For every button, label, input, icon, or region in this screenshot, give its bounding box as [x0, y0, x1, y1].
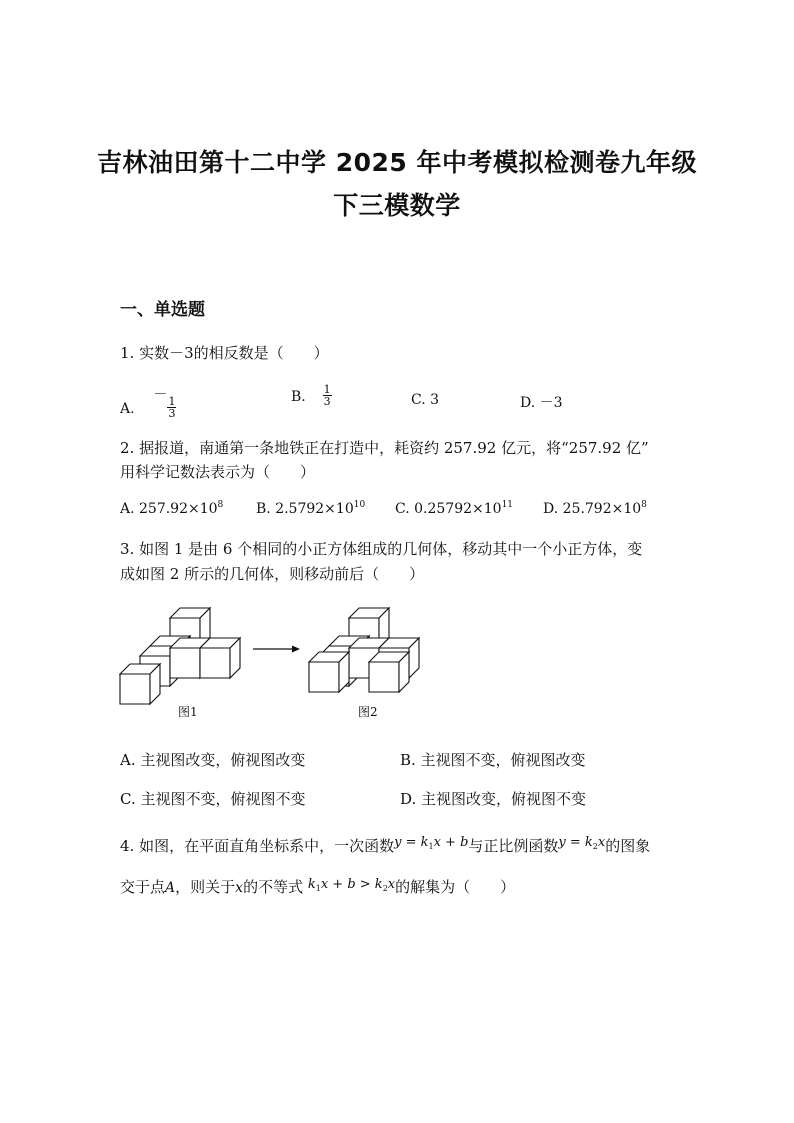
option-c-base: C. 0.25792×10: [395, 501, 502, 517]
option-b-base: B. 2.5792×10: [256, 501, 354, 517]
option-c-exponent: 11: [501, 500, 514, 510]
question-3-option-d: D. 主视图改变，俯视图不变: [400, 790, 587, 808]
question-2-option-b: [256, 500, 365, 517]
figure-1-caption: 图1: [178, 705, 198, 719]
question-4-text-inequality: 的不等式: [243, 878, 304, 896]
question-1-option-a: [120, 384, 176, 419]
option-a-base: A. 257.92×10: [120, 501, 218, 517]
option-d-exponent: 8: [641, 500, 647, 510]
question-1-option-d: D. －3: [520, 395, 563, 411]
section-heading-single-choice: 一、单选题: [120, 300, 205, 320]
question-3-option-a: A. 主视图改变，俯视图改变: [120, 751, 306, 769]
option-b-label: B.: [291, 389, 306, 405]
figure-1-cubes: [120, 608, 240, 704]
cube-figures: [110, 598, 430, 708]
figure-2-caption: 图2: [358, 705, 378, 719]
document-title-line2: 下三模数学: [333, 191, 461, 220]
point-label: A: [165, 880, 176, 896]
question-2-line2: 用科学记数法表示为（ ）: [120, 463, 316, 481]
question-3-option-c: C. 主视图不变，俯视图不变: [120, 790, 306, 808]
question-4-text-solution: 的解集为（ ）: [395, 878, 516, 896]
proportional-function-formula: $y = k_2x$: [558, 835, 606, 851]
question-4-text-about: ，则关于: [175, 878, 236, 896]
fraction-numerator: 1: [323, 383, 331, 396]
figure-2-cubes: [309, 608, 419, 692]
fraction-denominator: 3: [168, 407, 176, 420]
fraction-denominator: 3: [323, 395, 331, 408]
question-1-option-c: C. 3: [411, 392, 440, 408]
option-a-exponent: 8: [217, 500, 224, 510]
option-a-label: A.: [120, 401, 135, 417]
question-2-option-c: [395, 500, 513, 517]
option-b-exponent: 10: [353, 500, 366, 510]
question-4-text-part2: 与正比例函数: [468, 837, 559, 855]
question-4-line1: [120, 835, 650, 856]
question-4-line2: [120, 876, 515, 897]
question-2-option-a: [120, 500, 223, 517]
document-title-line1: 吉林油田第十二中学 2025 年中考模拟检测卷九年级: [97, 148, 697, 177]
option-a-sign: －: [153, 387, 168, 403]
question-2-line1: 2. 据报道，南通第一条地铁正在打造中，耗资约 257.92 亿元，将“257.92 亿”: [120, 439, 649, 457]
linear-function-formula: $y = k_1x + b$: [394, 835, 469, 851]
question-3-line2: 成如图 2 所示的几何体，则移动前后（ ）: [120, 565, 425, 583]
question-3-line1: 3. 如图 1 是由 6 个相同的小正方体组成的几何体，移动其中一个小正方体，变: [120, 540, 643, 558]
question-4-text-part3: 的图象: [605, 837, 651, 855]
question-3-option-b: B. 主视图不变，俯视图改变: [400, 751, 586, 769]
option-d-base: D. 25.792×10: [543, 501, 642, 517]
arrow-icon: [253, 646, 300, 653]
question-1-option-b: [291, 384, 332, 407]
question-4-text-intersect: 交于点: [120, 878, 166, 896]
inequality-formula: $k_1x + b > k_2x$: [307, 877, 396, 893]
question-1-stem: 1. 实数－3的相反数是（ ）: [120, 344, 329, 362]
fraction-numerator: 1: [168, 395, 176, 408]
option-a-fraction: [167, 396, 176, 419]
variable-label: x: [235, 880, 244, 896]
question-2-option-d: [543, 500, 647, 517]
question-4-text-part1: 4. 如图，在平面直角坐标系中，一次函数: [120, 837, 395, 855]
option-b-fraction: [323, 384, 332, 407]
